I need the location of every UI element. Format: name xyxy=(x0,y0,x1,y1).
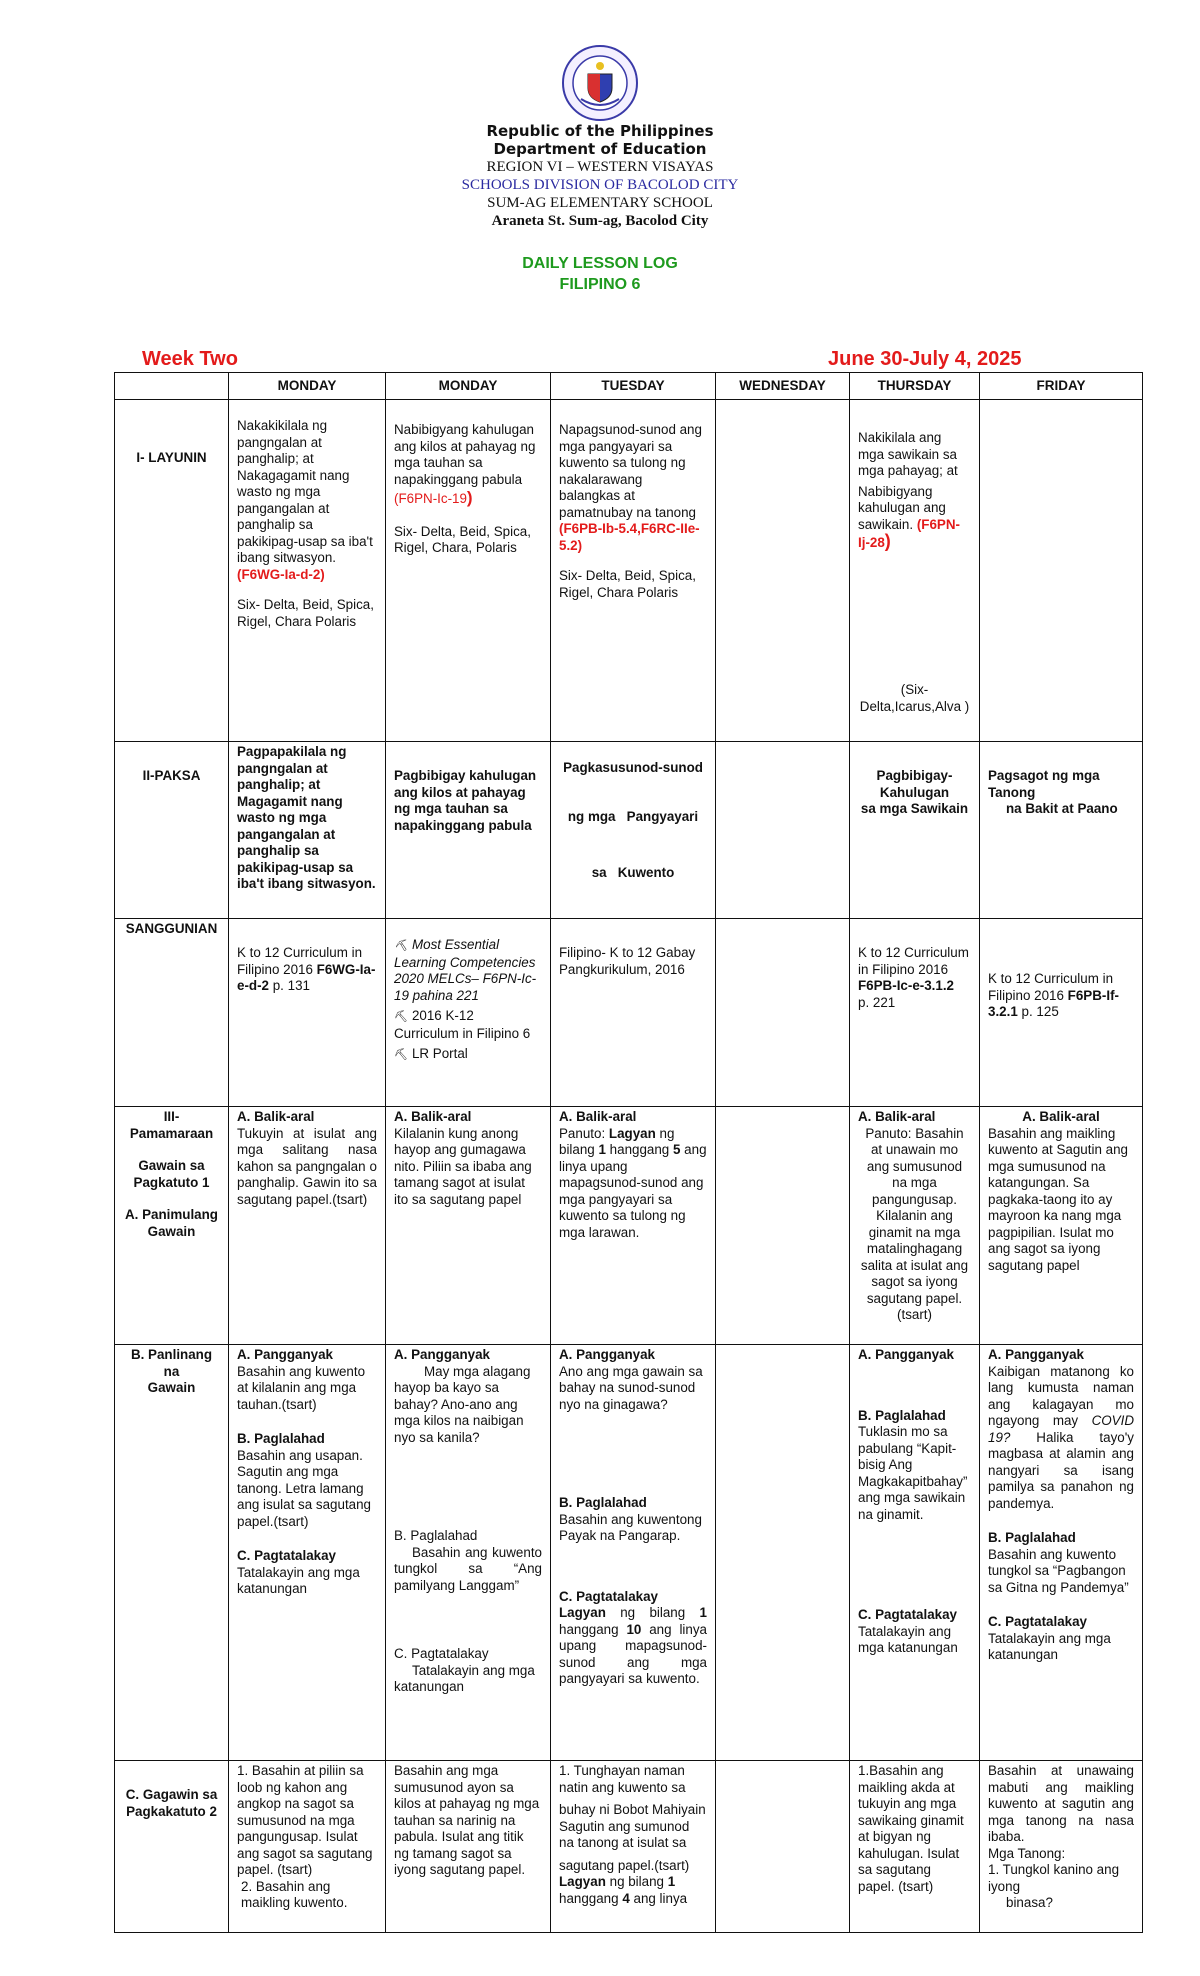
cell-panlinang-thu xyxy=(850,1345,980,1761)
activity-text: ng bilang xyxy=(609,1874,664,1889)
header-region: REGION VI – WESTERN VISAYAS xyxy=(486,159,714,175)
topic-line: Pagkasusunod-sunod xyxy=(563,760,703,775)
cell-layunin-mon2 xyxy=(386,400,551,742)
row-label-line: III- xyxy=(163,1109,180,1124)
activity-heading: C. Pagtatalakay xyxy=(858,1607,957,1622)
activity-text: Kilalanin kung anong hayop ang gumagawa nito. Piliin sa ibaba ang tamang sagot at isulat ito sa sagutang papel xyxy=(394,1125,532,1207)
activity-text: 1 xyxy=(598,1142,606,1157)
row-label: C. Gagawin sa Pagkakatuto 2 xyxy=(115,1761,229,1933)
row-pamamaraan xyxy=(115,1107,1143,1345)
activity-text: 1. Tungkol kanino ang iyong xyxy=(988,1862,1120,1894)
cell-pamamaraan-fri xyxy=(980,1107,1143,1345)
activity-heading: A. Balik-aral xyxy=(394,1109,472,1124)
objective-text: Nabibigyang kahulugan ang sawikain. xyxy=(858,483,946,532)
activity-heading: A. Pangganyak xyxy=(394,1347,490,1362)
topic-line: Pagsagot ng mga Tanong xyxy=(988,768,1100,800)
activity-text: Tatalakayin ang mga katanungan xyxy=(858,1623,958,1655)
activity-text: hanggang xyxy=(559,1890,619,1906)
col-header: MONDAY xyxy=(386,373,551,400)
objective-text: Napagsunod-sunod ang mga pangyayari sa kuwento sa tulong ng nakalarawang balangkas at pamatnubay na tanong xyxy=(559,422,702,520)
activity-heading: C. Pagtatalakay xyxy=(394,1646,489,1661)
competency-code: (F6WG-Ia-d-2) xyxy=(237,566,325,582)
cell-sanggunian-mon1 xyxy=(229,919,386,1107)
cell-panlinang-wed xyxy=(716,1345,850,1761)
cell-gagawin-thu: 1.Basahin ang maikling akda at tukuyin ang mga sawikaing ginamit at bigyan ng kahulugan. Isulat sa sagutang papel. (tsart) xyxy=(850,1761,980,1933)
cell-sanggunian-fri xyxy=(980,919,1143,1107)
activity-text: May mga alagang hayop ba kayo sa bahay? Ano-ano ang mga kilos na naibigan nyo sa kanila? xyxy=(394,1363,531,1445)
activity-heading: A. Balik-aral xyxy=(858,1109,936,1124)
row-paksa xyxy=(115,742,1143,919)
activity-text: 5 xyxy=(672,1142,681,1157)
activity-text: Ano ang mga gawain sa bahay na sunod-sunod nyo na ginagawa? xyxy=(559,1363,703,1412)
row-label: II-PAKSA xyxy=(115,742,229,919)
activity-text: 1 xyxy=(699,1605,707,1620)
table-header-row xyxy=(115,373,1143,400)
cell-paksa-wed xyxy=(716,742,850,919)
cell-sanggunian-tue: Filipino- K to 12 Gabay Pangkurikulum, 2016 xyxy=(551,919,716,1107)
row-label xyxy=(115,1345,229,1761)
activity-text: Basahin at unawaing mabuti ang maikling kuwento at sagutin ang mga tanong na nasa ibaba. xyxy=(988,1763,1134,1844)
activity-text: Sagutin ang sumunod na tanong at isulat sa xyxy=(559,1818,690,1850)
activity-text: Lagyan xyxy=(559,1605,606,1620)
reference-text: K to 12 Curriculum in Filipino 2016 xyxy=(237,945,363,977)
title-line-1: DAILY LESSON LOG xyxy=(522,255,678,272)
cell-layunin-wed xyxy=(716,400,850,742)
col-header: MONDAY xyxy=(229,373,386,400)
row-sanggunian xyxy=(115,919,1143,1107)
competency-code: (F6PN-Ic-19 xyxy=(394,491,467,506)
reference-text: K to 12 Curriculum in Filipino 2016 xyxy=(858,945,969,977)
competency-code: (F6PN-Ij-28 xyxy=(858,516,960,550)
activity-text: ng bilang xyxy=(559,1125,675,1157)
cell-paksa-fri xyxy=(980,742,1143,919)
activity-text: Tukuyin at isulat ang mga salitang nasa kahon sa pangngalan o panghalip. Gawin ito sa sagutang papel.(tsart) xyxy=(237,1125,377,1207)
topic-line: sa mga Sawikain xyxy=(860,801,969,816)
objective-text: Nabibigyang kahulugan ang kilos at pahayag ng mga tauhan sa napakinggang pabula xyxy=(394,422,536,487)
reference-code: F6PB-If-3.2.1 xyxy=(988,987,1119,1019)
cell-pamamaraan-mon2 xyxy=(386,1107,551,1345)
activity-text: buhay ni Bobot Mahiyain xyxy=(559,1802,706,1817)
activity-text: 4 xyxy=(622,1890,630,1906)
activity-text: 1. Tunghayan naman natin ang kuwento sa xyxy=(559,1763,686,1795)
activity-text: sagutang papel.(tsart) xyxy=(559,1857,690,1873)
cell-paksa-thu xyxy=(850,742,980,919)
cell-gagawin-mon1 xyxy=(229,1761,386,1933)
cell-pamamaraan-wed xyxy=(716,1107,850,1345)
document-header xyxy=(0,44,1200,230)
activity-text: Basahin ang kuwento tungkol sa “Pagbangon sa Gitna ng Pandemya” xyxy=(988,1546,1129,1595)
row-label: SANGGUNIAN xyxy=(115,919,229,1107)
row-label-line: Pamamaraan xyxy=(129,1125,214,1141)
row-panlinang xyxy=(115,1345,1143,1761)
topic-line: ng mga Pangyayari xyxy=(567,808,699,824)
activity-text: hanggang xyxy=(609,1142,670,1157)
cell-pamamaraan-thu xyxy=(850,1107,980,1345)
header-address: Araneta St. Sum-ag, Bacolod City xyxy=(491,213,709,229)
row-layunin xyxy=(115,400,1143,742)
reference-text: 2016 K-12 Curriculum in Filipino 6 xyxy=(394,1008,531,1041)
cell-panlinang-mon1 xyxy=(229,1345,386,1761)
activity-text: binasa? xyxy=(1006,1895,1053,1910)
row-label: I- LAYUNIN xyxy=(115,400,229,742)
topic-line: Kahulugan xyxy=(879,784,950,800)
cell-pamamaraan-tue xyxy=(551,1107,716,1345)
cell-panlinang-fri xyxy=(980,1345,1143,1761)
sections-text: Six- Delta, Beid, Spica, Rigel, Chara Polaris xyxy=(559,568,696,600)
activity-text: Basahin ang kuwentong Payak na Pangarap. xyxy=(559,1511,702,1543)
activity-text: Kaibigan matanong ko lang kumusta naman ang kalagayan mo ngayong may xyxy=(988,1363,1134,1428)
cell-panlinang-mon2 xyxy=(386,1345,551,1761)
activity-text: Tuklasin mo sa pabulang “Kapit-bisig Ang Magkakapitbahay” ang mga sawikain na ginamit. xyxy=(858,1424,968,1522)
reference-code: F6WG-Ia-e-d-2 xyxy=(237,961,376,993)
cell-panlinang-tue xyxy=(551,1345,716,1761)
activity-text: Basahin ang usapan. Sagutin ang mga tanong. Letra lamang ang isulat sa sagutang papel.(tsart) xyxy=(237,1447,372,1529)
cell-gagawin-mon2: Basahin ang mga sumusunod ayon sa kilos at pahayag ng mga tauhan sa narinig na pabula. Isulat ang titik ng tamang sagot sa iyong sagutang papel. xyxy=(386,1761,551,1933)
activity-heading: A. Balik-aral xyxy=(559,1109,637,1124)
deped-seal-icon xyxy=(561,44,639,122)
cell-gagawin-tue xyxy=(551,1761,716,1933)
cell-gagawin-fri xyxy=(980,1761,1143,1933)
reference-text: K to 12 Curriculum in Filipino 2016 xyxy=(988,971,1114,1003)
reference-text: LR Portal xyxy=(411,1046,468,1061)
reference-code: F6PB-Ic-e-3.1.2 xyxy=(858,978,955,993)
activity-text: 1 xyxy=(667,1874,676,1889)
week-label: Week Two xyxy=(142,348,238,370)
corner-cell xyxy=(115,373,229,400)
row-label xyxy=(115,1107,229,1345)
activity-heading: A. Balik-aral xyxy=(1022,1109,1100,1124)
activity-heading: A. Pangganyak xyxy=(988,1347,1084,1362)
activity-heading: A. Pangganyak xyxy=(858,1347,954,1362)
objective-text: Nakakikilala ng pangngalan at panghalip; at Nakagagamit nang wasto ng mga pangangalan at panghalip sa pakikipag-usap sa iba't ibang sitwasyon. xyxy=(237,418,373,565)
activity-heading: B. Paglalahad xyxy=(559,1495,647,1510)
activity-text: ang linya upang mapagsunod-sunod ang mga pangyayari sa kuwento. xyxy=(559,1621,707,1686)
activity-text: Panuto: xyxy=(559,1125,606,1141)
cell-pamamaraan-mon1 xyxy=(229,1107,386,1345)
row-label-line: Gawain xyxy=(147,1380,196,1395)
header-republic: Republic of the Philippines xyxy=(486,122,714,140)
competency-code: (F6PB-Ib-5.4,F6RC-IIe-5.2) xyxy=(559,521,700,553)
activity-text: ang linya upang mapagsunod-sunod ang mga pangyayari sa kuwento sa tulong ng mga larawan. xyxy=(559,1142,707,1240)
activity-text: Mga Tanong: xyxy=(988,1845,1066,1861)
cell-paksa-mon1: Pagpapakilala ng pangngalan at panghalip; at Magagamit nang wasto ng mga pangangalan at panghalip sa pakikipag-usap sa iba't ibang sitwasyon. xyxy=(229,742,386,919)
reference-text: Most Essential Learning Competencies 2020 MELCs– F6PN-Ic-19 pahina 221 xyxy=(394,937,537,1003)
activity-text: COVID 19? xyxy=(988,1413,1134,1445)
cell-sanggunian-mon2 xyxy=(386,919,551,1107)
topic-line: sa Kuwento xyxy=(591,865,675,880)
date-range: June 30-July 4, 2025 xyxy=(828,348,1022,370)
header-department: Department of Education xyxy=(493,140,707,158)
activity-text: 1. Basahin at piliin sa loob ng kahon ang angkop na sagot sa sumusunod na mga pangungusap. Isulat ang sagot sa sagutang papel. (tsart) xyxy=(237,1763,373,1877)
cell-layunin-mon1 xyxy=(229,400,386,742)
activity-text: Basahin ang kuwento tungkol sa “Ang pamilyang Langgam” xyxy=(394,1544,542,1593)
col-header: TUESDAY xyxy=(551,373,716,400)
book-icon: ⛏ xyxy=(394,940,408,952)
row-label-line: B. Panlinang xyxy=(130,1347,213,1362)
row-label-line: na xyxy=(163,1363,180,1379)
activity-heading: B. Paglalahad xyxy=(394,1528,478,1543)
paren: ) xyxy=(466,488,473,507)
activity-text: Basahin ang kuwento at kilalanin ang mga tauhan.(tsart) xyxy=(237,1363,366,1412)
sections-text: (Six-Delta,Icarus,Alva ) xyxy=(859,682,970,714)
activity-text: Lagyan xyxy=(559,1874,606,1889)
book-icon: ⛏ xyxy=(394,1011,408,1023)
topic-line: Pagbibigay- xyxy=(876,768,953,783)
title-line-2: FILIPINO 6 xyxy=(559,276,641,293)
reference-page: p. 125 xyxy=(1021,1004,1059,1019)
header-school: SUM-AG ELEMENTARY SCHOOL xyxy=(487,195,713,211)
activity-text: Halika tayo'y magbasa at alamin ang nangyari sa isang pamilya sa panahon ng pandemya. xyxy=(988,1429,1134,1511)
cell-layunin-thu xyxy=(850,400,980,742)
activity-text: Tatalakayin ang mga katanungan xyxy=(988,1630,1111,1662)
activity-text: Basahin ang maikling kuwento at Sagutin ang mga sumusunod na katangungan. Sa pagkaka-taong ito ay mayroon ka nang mga pagpipilian. Isulat mo ang sagot sa iyong sagutang papel xyxy=(988,1125,1128,1273)
col-header: WEDNESDAY xyxy=(716,373,850,400)
activity-heading: B. Paglalahad xyxy=(988,1530,1076,1545)
activity-text: 2. Basahin ang maikling kuwento. xyxy=(241,1878,348,1910)
cell-gagawin-wed xyxy=(716,1761,850,1933)
activity-text: Tatalakayin ang mga katanungan xyxy=(237,1564,360,1596)
cell-layunin-fri xyxy=(980,400,1143,742)
sections-text: Six- Delta, Beid, Spica, Rigel, Chara, Polaris xyxy=(394,523,531,555)
activity-text: ang linya xyxy=(633,1890,688,1906)
activity-heading: B. Paglalahad xyxy=(858,1407,946,1423)
activity-heading: A. Balik-aral xyxy=(237,1109,315,1124)
activity-text: Panuto: Basahin at unawain mo ang sumusunod na mga pangungusap. Kilalanin ang ginamit na mga matalinghagang salita at isulat ang sagot sa iyong sagutang papel. (tsart) xyxy=(860,1125,969,1322)
document-title xyxy=(0,253,1200,295)
activity-heading: B. Paglalahad xyxy=(237,1431,325,1446)
objective-text: Nakikilala ang mga sawikain sa mga pahayag; at xyxy=(858,430,958,478)
col-header: FRIDAY xyxy=(980,373,1143,400)
paren: ) xyxy=(884,531,891,551)
cell-sanggunian-wed xyxy=(716,919,850,1107)
activity-text: hanggang xyxy=(559,1621,619,1637)
row-label-line: A. Panimulang Gawain xyxy=(124,1207,218,1239)
activity-text: 10 xyxy=(626,1621,642,1637)
reference-page: p. 221 xyxy=(858,994,896,1010)
row-gagawin xyxy=(115,1761,1143,1933)
activity-text: ng bilang xyxy=(620,1605,686,1620)
cell-paksa-mon2: Pagbibigay kahulugan ang kilos at pahayag ng mga tauhan sa napakinggang pabula xyxy=(386,742,551,919)
activity-heading: A. Pangganyak xyxy=(559,1347,655,1362)
activity-heading: A. Pangganyak xyxy=(237,1347,333,1362)
activity-heading: C. Pagtatalakay xyxy=(988,1614,1087,1629)
cell-layunin-tue xyxy=(551,400,716,742)
sections-text: Six- Delta, Beid, Spica, Rigel, Chara Polaris xyxy=(237,597,374,629)
book-icon: ⛏ xyxy=(394,1049,408,1061)
activity-text: Lagyan xyxy=(608,1125,656,1141)
reference-page: p. 131 xyxy=(272,978,310,993)
cell-paksa-tue xyxy=(551,742,716,919)
lesson-log-table xyxy=(114,372,1143,1933)
activity-heading: C. Pagtatalakay xyxy=(237,1548,336,1563)
row-label-line: Gawain sa Pagkatuto 1 xyxy=(133,1158,210,1190)
col-header: THURSDAY xyxy=(850,373,980,400)
header-division: SCHOOLS DIVISION OF BACOLOD CITY xyxy=(461,177,739,193)
activity-heading: C. Pagtatalakay xyxy=(559,1588,658,1604)
topic-line: na Bakit at Paano xyxy=(1006,801,1118,816)
cell-sanggunian-thu xyxy=(850,919,980,1107)
activity-text: Tatalakayin ang mga katanungan xyxy=(394,1662,535,1694)
